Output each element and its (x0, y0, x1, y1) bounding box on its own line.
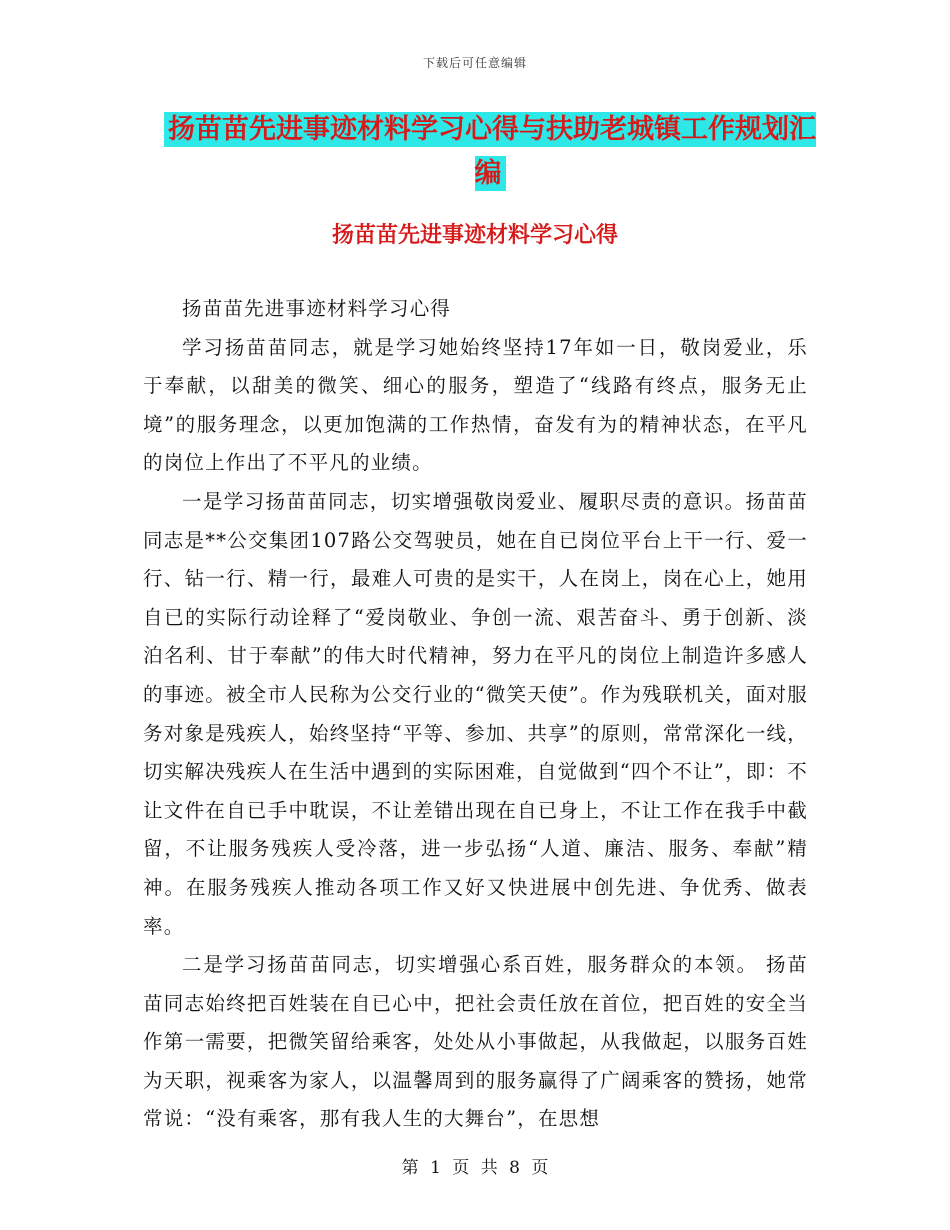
document-body (143, 290, 808, 1139)
paragraph: 学习扬苗苗同志，就是学习她始终坚持17年如一日，敬岗爱业，乐于奉献，以甜美的微笑、细心的服务，塑造了“线路有终点，服务无止境”的服务理念，以更加饱满的工作热情，奋发有为的精神状态，在平凡的岗位上作出了不平凡的业绩。 (143, 335, 808, 475)
paragraph: 二是学习扬苗苗同志，切实增强心系百姓，服务群众的本领。 扬苗苗同志始终把百姓装在自已心中，把社会责任放在首位，把百姓的安全当作第一需要，把微笑留给乘客，处处从小事做起，从我做起，以服务百姓为天职，视乘客为家人，以温馨周到的服务赢得了广阔乘客的赞扬，她常常说：“没有乘客，那有我人生的大舞台”，在思想 (143, 953, 808, 1131)
paragraph: 一是学习扬苗苗同志，切实增强敬岗爱业、履职尽责的意识。扬苗苗同志是**公交集团107路公交驾驶员，她在自已岗位平台上干一行、爱一行、钻一行、精一行，最难人可贵的是实干，人在岗上，岗在心上，她用自已的实际行动诠释了“爱岗敬业、争创一流、艰苦奋斗、勇于创新、淡泊名利、甘于奉献”的伟大时代精神，努力在平凡的岗位上制造许多感人的事迹。被全市人民称为公交行业的“微笑天使”。作为残联机关，面对服务对象是残疾人，始终坚持“平等、参加、共享”的原则，常常深化一线，切实解决残疾人在生活中遇到的实际困难，自觉做到“四个不让”，即：不让文件在自已手中耽误，不让差错出现在自已身上，不让工作在我手中截留，不让服务残疾人受冷落，进一步弘扬“人道、廉洁、服务、奉献”精神。在服务残疾人推动各项工作又好又快进展中创先进、争优秀、做表率。 (143, 489, 808, 938)
document-title (150, 108, 830, 196)
paragraph: 扬苗苗先进事迹材料学习心得 (182, 297, 452, 320)
document-title-text: 扬苗苗先进事迹材料学习心得与扶助老城镇工作规划汇编 (164, 112, 816, 191)
page-footer: 第 1 页 共 8 页 (401, 1158, 549, 1178)
header-note: 下载后可任意编辑 (422, 56, 527, 70)
section-title: 扬苗苗先进事迹材料学习心得 (331, 222, 618, 248)
